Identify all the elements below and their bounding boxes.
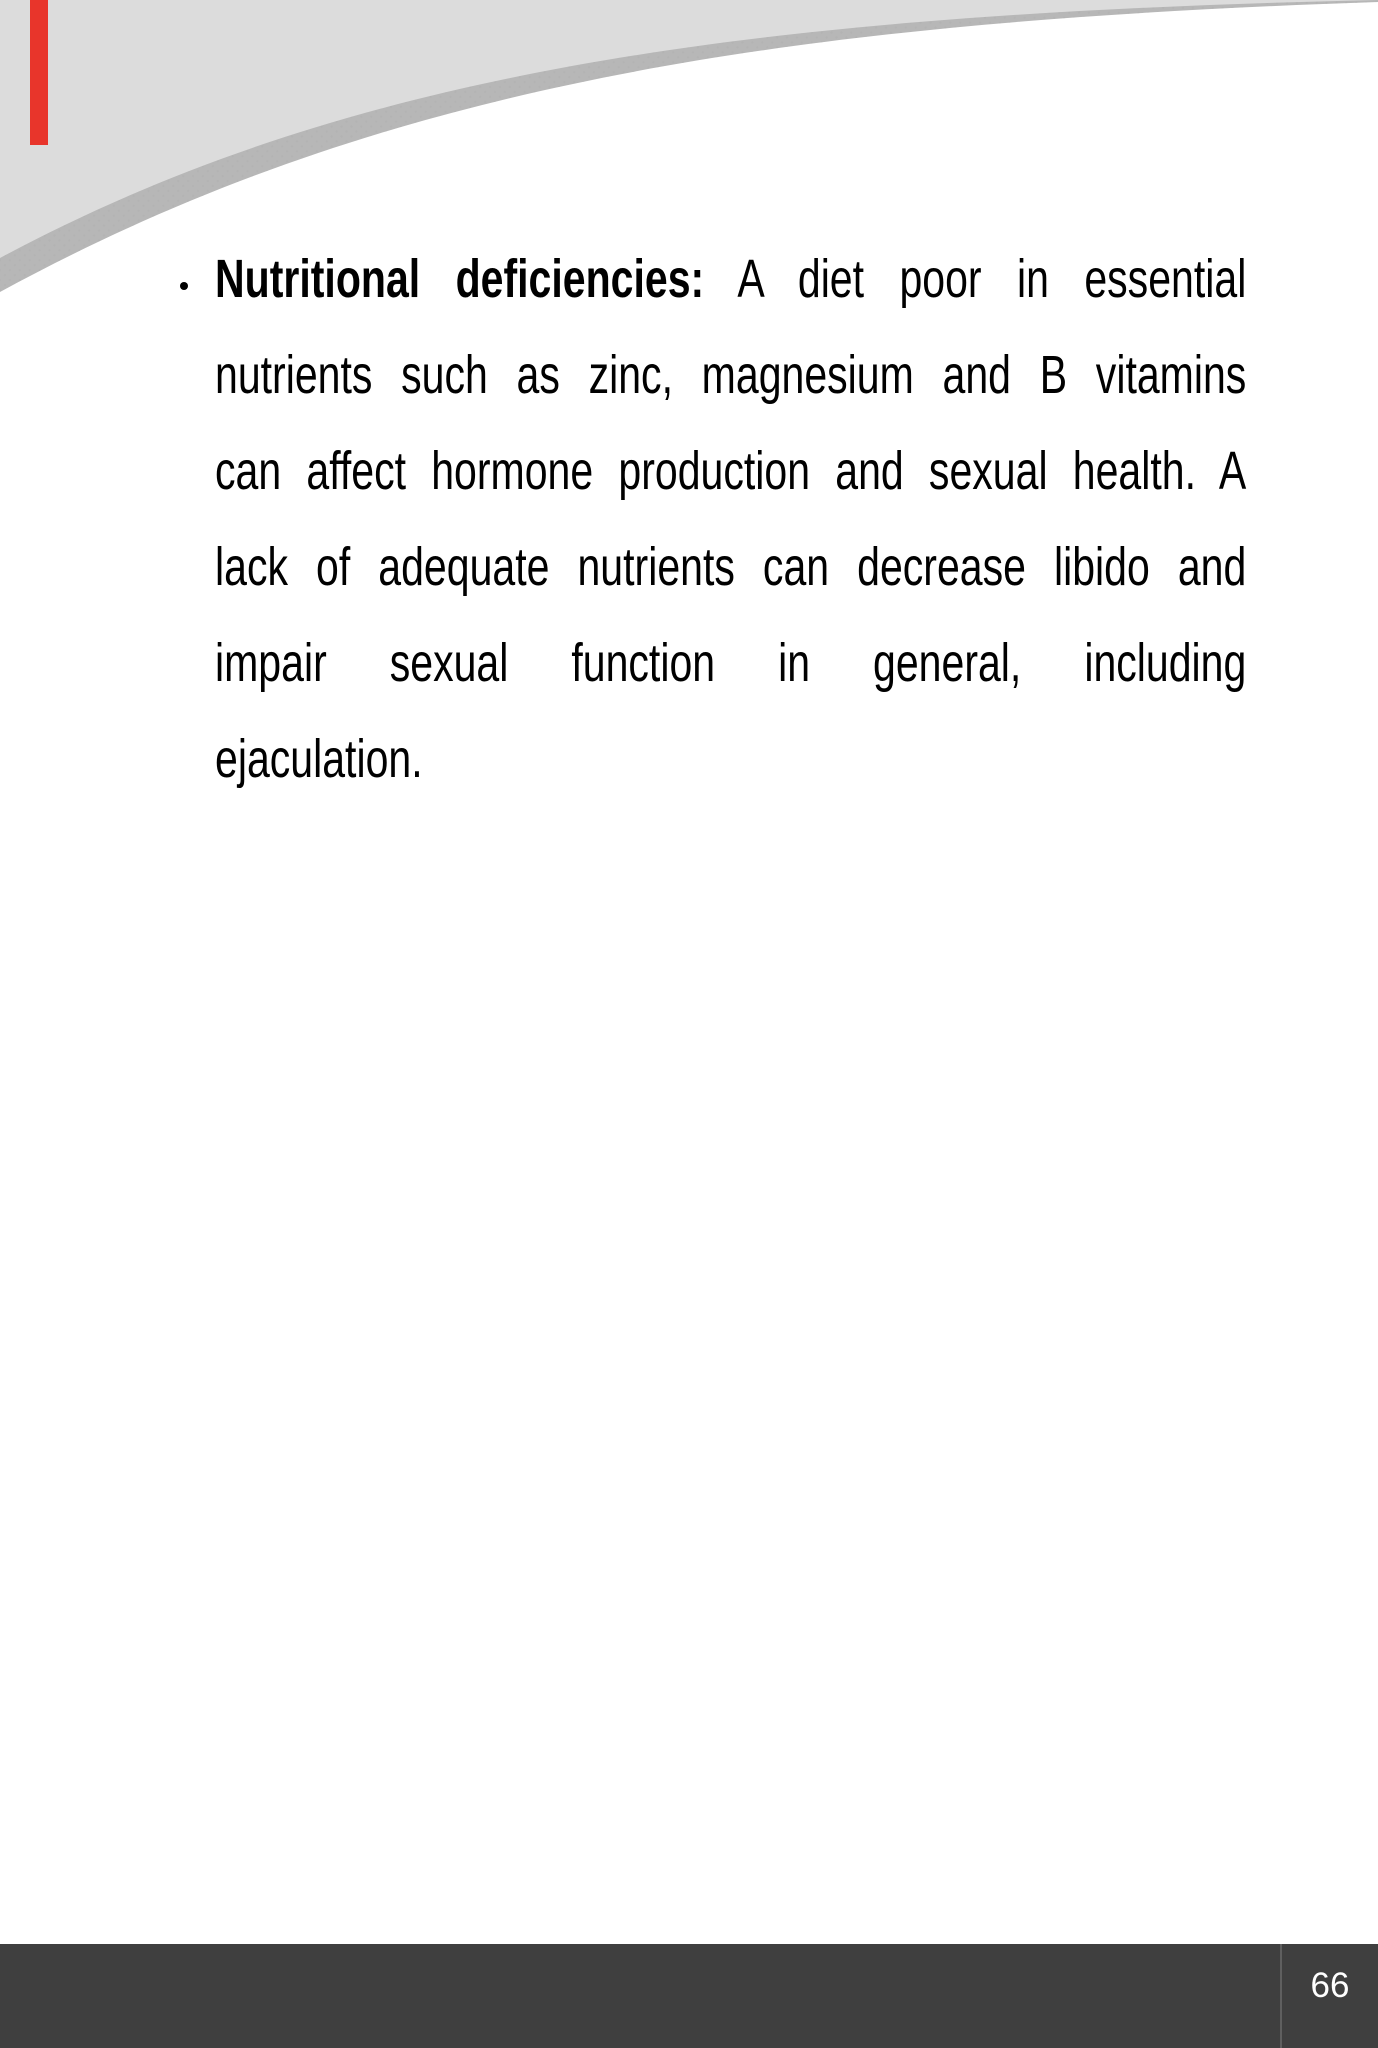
bullet-line: can affect hormone production and sexual health. A: [215, 441, 1247, 501]
bullet-line: [215, 231, 1246, 327]
footer-page-cell: [1282, 1944, 1378, 2048]
swoosh-light-area: [0, 0, 1378, 258]
bullet-line: impair sexual function in general, including: [215, 633, 1247, 693]
footer-bar: [0, 1944, 1378, 2048]
bullet-marker: [180, 282, 188, 290]
footer-bar-main: [0, 1944, 1280, 2048]
bullet-paragraph: [215, 231, 1246, 807]
bullet-line: nutrients such as zinc, magnesium and B vitamins: [215, 345, 1247, 405]
bullet-line: lack of adequate nutrients can decrease libido and: [215, 537, 1247, 597]
page-number: 66: [1310, 1965, 1350, 2005]
bullet-line-text: A diet poor in essential: [704, 249, 1247, 309]
bullet-line-bold-label: Nutritional deficiencies:: [215, 249, 705, 309]
red-accent-bar: [30, 0, 48, 145]
bullet-line: ejaculation.: [215, 729, 423, 789]
